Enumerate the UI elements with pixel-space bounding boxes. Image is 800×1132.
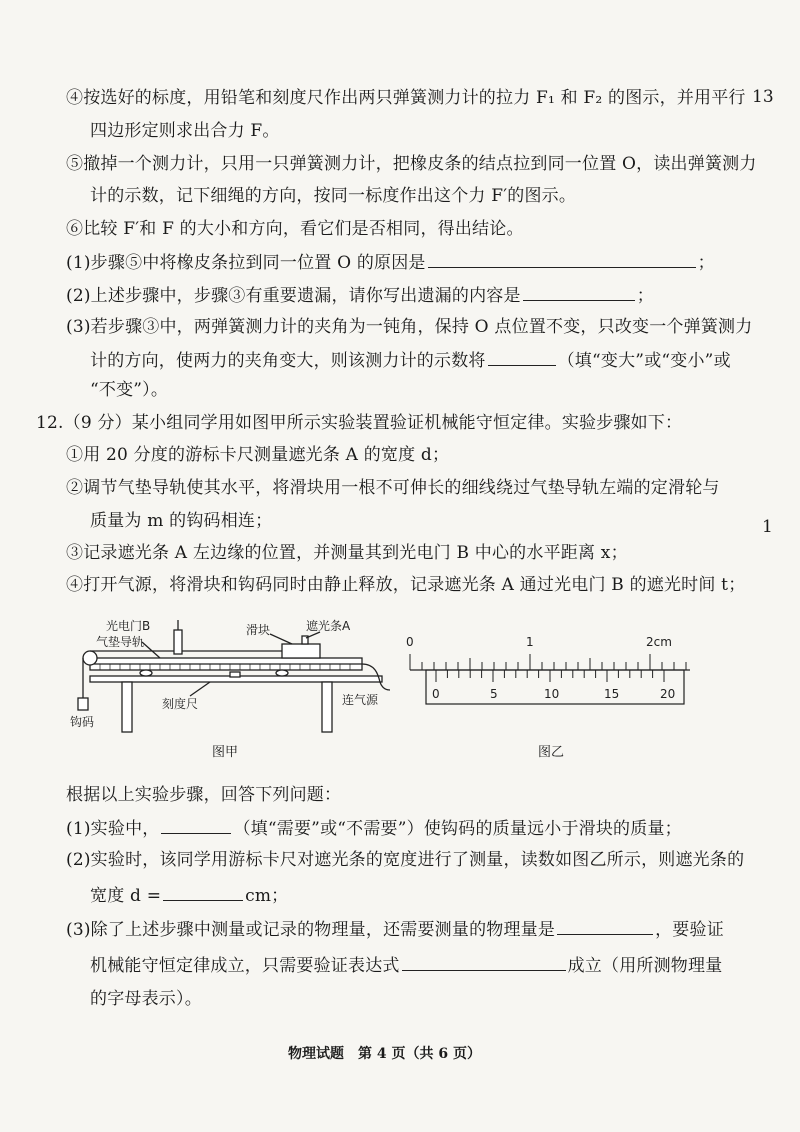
answer-blank-12-2[interactable] <box>163 882 243 901</box>
answer-blank-11-2[interactable] <box>523 282 635 301</box>
question-11-1 <box>66 249 715 275</box>
question-12-2-text: 宽度 d = <box>90 886 162 906</box>
q12-step-2-line-2: 质量为 m 的钩码相连； <box>90 511 273 531</box>
airtrack-label: 气垫导轨 <box>96 635 145 649</box>
figure-a-caption: 图甲 <box>212 745 239 760</box>
question-12-3-line-2 <box>90 952 722 978</box>
question-11-2-text: (2)上述步骤中，步骤③有重要遗漏，请你写出遗漏的内容是 <box>66 286 521 306</box>
step-4-line-1: ④按选好的标度，用铅笔和刻度尺作出两只弹簧测力计的拉力 F₁ 和 F₂ 的图示，并用平行 <box>66 88 746 108</box>
question-12-1-text: (1)实验中， <box>66 819 160 839</box>
question-12-2-unit: cm； <box>245 886 289 906</box>
vernier-label-0: 0 <box>432 687 440 701</box>
margin-number-13: 13 <box>752 87 774 107</box>
answer-blank-12-3a[interactable] <box>557 916 653 935</box>
shade-label: 遮光条A <box>306 619 351 633</box>
question-12-heading: 12.（9 分）某小组同学用如图甲所示实验装置验证机械能守恒定律。实验步骤如下： <box>36 413 683 433</box>
q12-step-2-line-1: ②调节气垫导轨使其水平，将滑块用一根不可伸长的细线绕过气垫导轨左端的定滑轮与 <box>66 478 720 498</box>
main-scale-label-1: 1 <box>526 635 534 649</box>
step-5-line-1: ⑤撤掉一个测力计，只用一只弹簧测力计，把橡皮条的结点拉到同一位置 O，读出弹簧测力 <box>66 154 757 174</box>
question-12-2-line-2 <box>90 882 288 908</box>
question-11-1-text: (1)步骤⑤中将橡皮条拉到同一位置 O 的原因是 <box>66 253 426 273</box>
question-12-3-text-c: 机械能守恒定律成立，只需要验证表达式 <box>90 956 400 976</box>
vernier-label-20: 20 <box>660 687 676 701</box>
question-12-2-line-1: (2)实验时，该同学用游标卡尺对遮光条的宽度进行了测量，读数如图乙所示，则遮光条的 <box>66 850 745 870</box>
ruler-label: 刻度尺 <box>162 697 199 711</box>
question-11-3-end: （填“变大”或“变小”或 <box>557 351 731 371</box>
question-12-1 <box>66 815 682 841</box>
question-12-3-line-3: 的字母表示）。 <box>90 989 202 1009</box>
figure-a-apparatus <box>70 612 400 738</box>
question-12-1-end: （填“需要”或“不需要”）使钩码的质量远小于滑块的质量； <box>233 819 682 839</box>
q12-step-3: ③记录遮光条 A 左边缘的位置，并测量其到光电门 B 中心的水平距离 x； <box>66 543 628 563</box>
answer-blank-11-1[interactable] <box>428 249 696 268</box>
question-11-3-line-3: “不变”）。 <box>90 380 169 400</box>
main-scale-label-0: 0 <box>406 635 414 649</box>
vernier-label-10: 10 <box>544 687 560 701</box>
margin-number-1: 1 <box>762 517 773 537</box>
q12-step-1: ①用 20 分度的游标卡尺测量遮光条 A 的宽度 d； <box>66 445 450 465</box>
figure-b-vernier-caliper <box>400 630 700 710</box>
vernier-label-15: 15 <box>604 687 620 701</box>
step-5-line-2: 计的示数，记下细绳的方向，按同一标度作出这个力 F′的图示。 <box>90 186 577 206</box>
question-12-3-line-1 <box>66 916 724 942</box>
question-11-3-text: 计的方向，使两力的夹角变大，则该测力计的示数将 <box>90 351 486 371</box>
question-12-3-text-d: 成立（用所测物理量 <box>567 956 723 976</box>
question-11-3-line-2 <box>90 347 731 373</box>
q12-step-4: ④打开气源，将滑块和钩码同时由静止释放，记录遮光条 A 通过光电门 B 的遮光时间 t； <box>66 575 746 595</box>
main-scale-label-2cm: 2cm <box>646 635 672 649</box>
answer-blank-12-1[interactable] <box>161 815 231 834</box>
question-12-3-text-b: ，要验证 <box>655 920 724 940</box>
step-4-line-2: 四边形定则求出合力 F。 <box>90 121 280 141</box>
question-11-1-end: ； <box>697 253 715 273</box>
question-11-2 <box>66 282 654 308</box>
answer-intro: 根据以上实验步骤，回答下列问题： <box>66 785 342 805</box>
figure-b-caption: 图乙 <box>538 745 565 760</box>
question-11-2-end: ； <box>636 286 654 306</box>
weight-label: 钩码 <box>70 715 95 729</box>
page-footer: 物理试题 第 4 页（共 6 页） <box>288 1046 481 1062</box>
step-6-line: ⑥比较 F′和 F 的大小和方向，看它们是否相同，得出结论。 <box>66 219 524 239</box>
answer-blank-11-3[interactable] <box>488 347 556 366</box>
question-11-3-line-1: (3)若步骤③中，两弹簧测力计的夹角为一钝角，保持 O 点位置不变，只改变一个弹簧测力 <box>66 317 753 337</box>
question-12-3-text-a: (3)除了上述步骤中测量或记录的物理量，还需要测量的物理量是 <box>66 920 556 940</box>
vernier-label-5: 5 <box>490 687 498 701</box>
slider-label: 滑块 <box>246 623 271 637</box>
air-source-label: 连气源 <box>342 693 379 707</box>
answer-blank-12-3b[interactable] <box>402 952 566 971</box>
photogate-label: 光电门B <box>106 619 151 633</box>
